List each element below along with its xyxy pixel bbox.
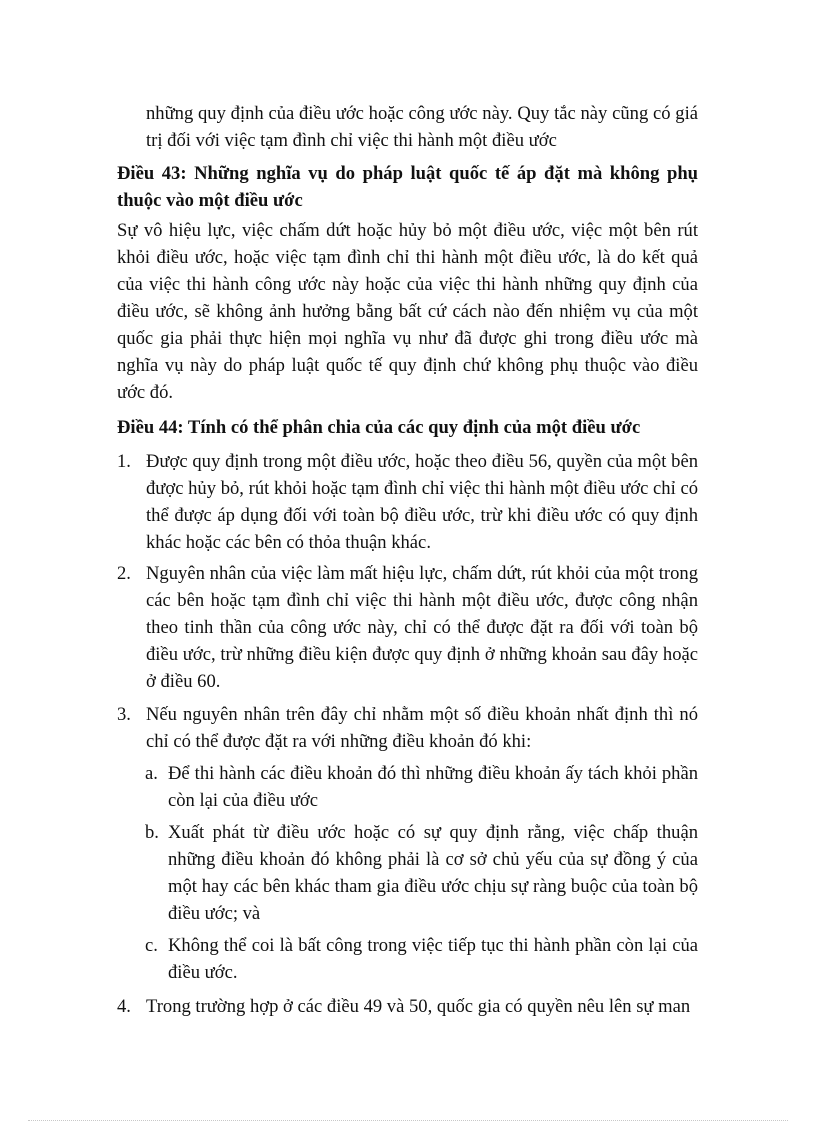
list-item-text: Trong trường hợp ở các điều 49 và 50, quốc gia có quyền nêu lên sự man (146, 996, 691, 1017)
sub-list-marker: c. (145, 935, 158, 956)
sub-item-c (145, 932, 698, 986)
list-item-text: Nguyên nhân của việc làm mất hiệu lực, chấm dứt, rút khỏi của một trong các bên hoặc tạm đình chỉ việc thi hành một điều ước, được công nhận theo tinh thần của công ước này, chỉ có thể được đặt ra đối với toàn bộ điều ước, trừ những điều kiện được quy định ở những khoản sau đây hoặc ở điều 60. (146, 563, 698, 692)
sub-item-b (145, 819, 698, 927)
intro-paragraph: những quy định của điều ước hoặc công ước này. Quy tắc này cũng có giá trị đối với việc tạm đình chỉ việc thi hành một điều ước (146, 103, 698, 151)
page-bottom-divider (28, 1120, 788, 1121)
list-marker: 1. (117, 451, 131, 472)
list-item-text: Nếu nguyên nhân trên đây chỉ nhằm một số điều khoản nhất định thì nó chỉ có thể được đặt ra với những điều khoản đó khi: (146, 704, 698, 752)
list-marker: 3. (117, 704, 131, 725)
list-item-text: Được quy định trong một điều ước, hoặc theo điều 56, quyền của một bên được hủy bỏ, rút khỏi hoặc tạm đình chỉ việc thi hành một điều ước chỉ có thể được áp dụng đối với toàn bộ điều ước, trừ khi điều ước có quy định khác hoặc các bên có thỏa thuận khác. (146, 451, 698, 553)
list-item-1 (117, 448, 698, 556)
sub-item-text: Để thi hành các điều khoản đó thì những điều khoản ấy tách khỏi phần còn lại của điều ước (168, 763, 698, 811)
list-item-2 (117, 560, 698, 695)
list-item-3 (117, 701, 698, 755)
list-marker: 2. (117, 563, 131, 584)
list-marker: 4. (117, 996, 131, 1017)
list-item-4 (117, 993, 698, 1020)
sub-item-text: Không thể coi là bất công trong việc tiếp tục thi hành phần còn lại của điều ước. (168, 935, 698, 983)
article-43-heading: Điều 43: Những nghĩa vụ do pháp luật quốc tế áp đặt mà không phụ thuộc vào một điều ước (117, 163, 698, 211)
article-43-body: Sự vô hiệu lực, việc chấm dứt hoặc hủy bỏ một điều ước, việc một bên rút khỏi điều ước, hoặc việc tạm đình chỉ thi hành một điều ước, là do kết quả của việc thi hành công ước này hoặc của việc thi hành những quy định của điều ước, sẽ không ảnh hưởng bằng bất cứ cách nào đến nhiệm vụ của một quốc gia phải thực hiện mọi nghĩa vụ như đã được ghi trong điều ước mà nghĩa vụ này do pháp luật quốc tế quy định chứ không phụ thuộc vào điều ước đó. (117, 220, 698, 403)
sub-list-marker: a. (145, 763, 158, 784)
sub-list-marker: b. (145, 822, 159, 843)
article-44-heading: Điều 44: Tính có thể phân chia của các quy định của một điều ước (117, 417, 641, 438)
sub-item-text: Xuất phát từ điều ước hoặc có sự quy định rằng, việc chấp thuận những điều khoản đó không phải là cơ sở chủ yếu của sự đồng ý của một hay các bên khác tham gia điều ước chịu sự ràng buộc của toàn bộ điều ước; và (168, 822, 698, 924)
sub-item-a (145, 760, 698, 814)
